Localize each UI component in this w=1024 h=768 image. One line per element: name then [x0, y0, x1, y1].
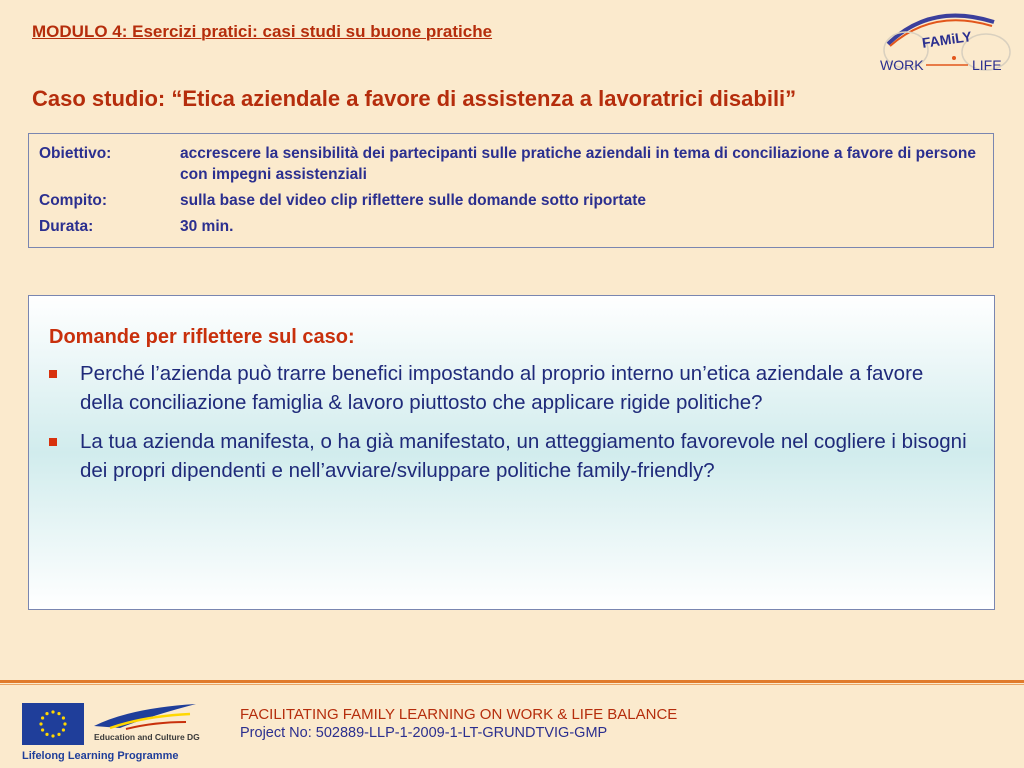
module-title: MODULO 4: Esercizi pratici: casi studi su buone pratiche: [32, 22, 493, 41]
question-item: [49, 359, 968, 417]
info-value: 30 min.: [180, 218, 234, 235]
footer-title: FACILITATING FAMILY LEARNING ON WORK & LIFE BALANCE: [240, 706, 678, 723]
case-study-title: Caso studio: “Etica aziendale a favore di assistenza a lavoratrici disabili”: [32, 86, 797, 111]
questions-box: [28, 295, 995, 610]
lifelong-learning-label: Lifelong Learning Programme: [22, 750, 179, 762]
logo-family-text: FAMiLY: [920, 28, 973, 51]
question-text: La tua azienda manifesta, o ha già manifestato, un atteggiamento favorevole nel cogliere i bisogni dei propri dipendenti e nell’avviare/sviluppare politiche family-friendly?: [80, 430, 967, 482]
info-label: Compito:: [39, 192, 108, 209]
info-row-objective: [39, 143, 983, 185]
info-row-task: [39, 190, 983, 211]
logo-life-text: LIFE: [972, 57, 1002, 73]
footer-divider-thin: [0, 684, 1024, 685]
question-text: Perché l’azienda può trarre benefici impostando al proprio interno un’etica aziendale a favore della conciliazione famiglia & lavoro piuttosto che applicare rigide politiche?: [80, 362, 924, 414]
footer-project-number: Project No: 502889-LLP-1-2009-1-LT-GRUNDTVIG-GMP: [240, 725, 608, 741]
info-label: Obiettivo:: [39, 145, 112, 162]
bullet-square-icon: [49, 438, 57, 446]
info-label: Durata:: [39, 218, 94, 235]
info-box: [28, 133, 994, 248]
eu-flag-icon: [22, 703, 84, 745]
questions-heading: Domande per riflettere sul caso:: [49, 326, 355, 348]
family-work-life-logo: [876, 8, 1018, 76]
info-row-duration: [39, 216, 983, 237]
footer-divider: [0, 680, 1024, 683]
info-value: accrescere la sensibilità dei partecipanti sulle pratiche aziendali in tema di conciliazione a favore di persone con impegni assistenziali: [180, 145, 976, 183]
education-culture-logo: [90, 700, 200, 730]
bullet-square-icon: [49, 370, 57, 378]
logo-work-text: WORK: [880, 57, 924, 73]
info-value: sulla base del video clip riflettere sulle domande sotto riportate: [180, 192, 646, 209]
education-culture-label: Education and Culture DG: [94, 732, 200, 742]
question-item: [49, 427, 968, 485]
